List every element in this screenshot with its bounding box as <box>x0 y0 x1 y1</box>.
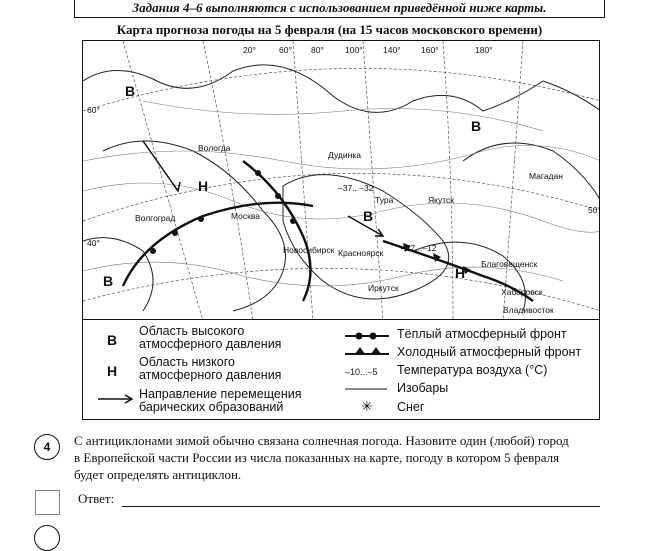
high-pressure-1: В <box>125 83 136 99</box>
question-number: 4 <box>34 434 60 460</box>
legend-isobars: Изобары <box>397 381 449 395</box>
answer-label: Ответ: <box>78 491 115 506</box>
question-text-line1: С антициклонами зимой обычно связана солнечная погода. Назовите один (любой) город <box>74 433 569 448</box>
parallel-label: 40° <box>87 238 100 248</box>
legend-arrow-text: Направление перемещения барических образований <box>139 387 302 414</box>
legend-high-text: Область высокого атмосферного давления <box>139 324 282 351</box>
city-label: Москва <box>231 211 261 221</box>
legend-temperature: Температура воздуха (°С) <box>397 363 548 377</box>
next-question-circle <box>34 525 60 551</box>
legend-low-symbol: Н <box>107 363 118 379</box>
meridian-label: 160° <box>421 45 439 55</box>
legend-high-symbol: В <box>107 332 118 348</box>
parallel-label: 50° <box>588 205 601 215</box>
city-label: Якутск <box>428 195 454 205</box>
city-label: Вологда <box>198 143 231 153</box>
arrow-icon <box>97 394 135 404</box>
city-label: Магадан <box>529 171 563 181</box>
low-pressure-1: Н <box>198 178 209 194</box>
map-title: Карта прогноза погоды на 5 февраля (на 15 часов московского времени) <box>116 22 543 37</box>
meridian-label: 80° <box>311 45 324 55</box>
section-banner: Задания 4–6 выполняются с использованием приведённой ниже карты. <box>74 0 605 18</box>
cold-front-icon <box>343 345 391 357</box>
low-pressure-2: Н <box>455 265 466 281</box>
city-label: Дудинка <box>328 150 361 160</box>
city-label: Хабаровск <box>501 287 543 297</box>
map-drawing <box>83 41 600 320</box>
temperature-label: –37...–32 <box>338 183 374 193</box>
meridian-label: 20° <box>243 45 256 55</box>
city-label: Иркутск <box>368 283 399 293</box>
legend-warm-front: Тёплый атмосферный фронт <box>397 327 567 341</box>
temperature-label: –17...–12 <box>401 243 437 253</box>
answer-field[interactable] <box>122 506 600 507</box>
meridian-label: 60° <box>279 45 292 55</box>
meridian-label: 180° <box>475 45 493 55</box>
snow-icon: ✳ <box>361 398 373 414</box>
city-label: Благовещенск <box>481 259 538 269</box>
city-label: Владивосток <box>503 305 554 315</box>
warm-front-icon <box>343 328 391 340</box>
map-legend <box>82 320 600 420</box>
answer-score-box <box>35 490 60 515</box>
city-label: Волгоград <box>135 213 176 223</box>
meridian-label: 140° <box>383 45 401 55</box>
meridian-label: 100° <box>345 45 363 55</box>
legend-cold-front: Холодный атмосферный фронт <box>397 345 582 359</box>
legend-temp-sample: –10...–5 <box>345 367 378 377</box>
high-pressure-3: В <box>363 208 374 224</box>
question-text-line2: в Европейской части России из числа показанных на карте, погоду в котором 5 февраля <box>74 450 560 465</box>
parallel-label: 60° <box>87 105 100 115</box>
question-text-line3: будет определять антициклон. <box>74 467 242 482</box>
legend-low-text: Область низкого атмосферного давления <box>139 355 282 382</box>
city-label: Тура <box>375 195 394 205</box>
isobar-icon <box>345 386 389 392</box>
high-pressure-4: В <box>103 273 114 289</box>
weather-map <box>82 40 600 320</box>
city-label: Красноярск <box>338 248 384 258</box>
city-label: Новосибирск <box>283 245 335 255</box>
legend-snow: Снег <box>397 400 425 414</box>
high-pressure-2: В <box>471 118 482 134</box>
